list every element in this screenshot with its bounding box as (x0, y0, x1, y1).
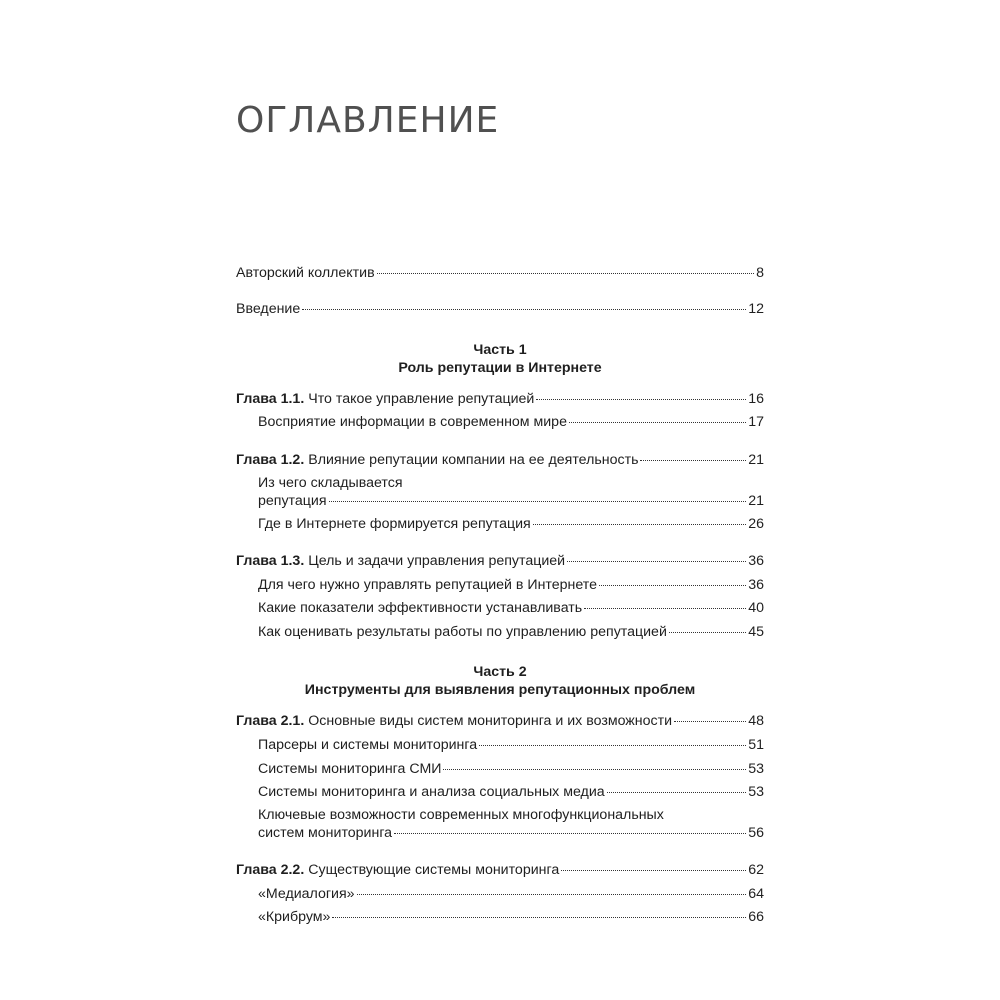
chapter-title: Что такое управление репутацией (308, 391, 535, 407)
dot-leader (640, 460, 746, 461)
dot-leader (584, 608, 746, 609)
section-title: Для чего нужно управлять репутацией в Интернете (258, 577, 598, 593)
toc-section-entry[interactable] (258, 824, 764, 842)
page-number: 51 (748, 737, 764, 753)
section-title: Системы мониторинга СМИ (258, 761, 442, 777)
toc-section-entry[interactable] (258, 908, 764, 926)
part-label: Часть 1 (473, 342, 527, 358)
toc-chapter-entry[interactable] (236, 552, 764, 570)
section-title: репутация (258, 493, 327, 509)
page-number: 62 (748, 862, 764, 878)
dot-leader (332, 917, 746, 918)
dot-leader (669, 632, 746, 633)
page-number: 17 (748, 414, 764, 430)
toc-section-entry[interactable] (258, 783, 764, 801)
toc-chapter-entry[interactable] (236, 861, 764, 879)
part-title: Инструменты для выявления репутационных проблем (304, 682, 696, 698)
dot-leader (443, 769, 746, 770)
toc-section-entry[interactable] (258, 599, 764, 617)
toc-section-entry[interactable] (258, 515, 764, 533)
dot-leader (377, 273, 754, 274)
page-number: 21 (748, 452, 764, 468)
dot-leader (329, 501, 747, 502)
chapter-number: Глава 2.1. (236, 713, 305, 729)
dot-leader (533, 524, 747, 525)
page-number: 66 (748, 909, 764, 925)
page-number: 12 (748, 301, 764, 317)
section-title: «Крибрум» (258, 909, 331, 925)
page-title: ОГЛАВЛЕНИЕ (236, 100, 500, 141)
section-title: Какие показатели эффективности устанавливать (258, 600, 583, 616)
page-number: 45 (748, 624, 764, 640)
toc-entry-authors[interactable] (236, 264, 764, 282)
page-number: 64 (748, 886, 764, 902)
toc-chapter-entry[interactable] (236, 451, 764, 469)
chapter-number: Глава 1.2. (236, 452, 305, 468)
toc-entry-text: Введение (236, 301, 301, 317)
dot-leader (357, 894, 747, 895)
section-title: систем мониторинга (258, 825, 393, 841)
chapter-title: Цель и задачи управления репутацией (308, 553, 566, 569)
toc-chapter-entry[interactable] (236, 390, 764, 408)
chapter-number: Глава 2.2. (236, 862, 305, 878)
dot-leader (479, 745, 746, 746)
section-title: Парсеры и системы мониторинга (258, 737, 478, 753)
page-number: 21 (748, 493, 764, 509)
page-number: 26 (748, 516, 764, 532)
toc-chapter-entry[interactable] (236, 712, 764, 730)
toc-section-entry[interactable] (258, 736, 764, 754)
toc-section-entry[interactable] (258, 885, 764, 903)
section-title: Где в Интернете формируется репутация (258, 516, 531, 532)
page-number: 8 (756, 265, 764, 281)
toc-section-entry[interactable] (258, 492, 764, 510)
dot-leader (536, 399, 746, 400)
chapter-title: Основные виды систем мониторинга и их возможности (308, 713, 673, 729)
section-title: «Медиалогия» (258, 886, 355, 902)
section-title: Как оценивать результаты работы по управлению репутацией (258, 624, 667, 640)
page-number: 40 (748, 600, 764, 616)
dot-leader (569, 422, 746, 423)
dot-leader (561, 870, 746, 871)
toc-section-entry[interactable] (258, 413, 764, 431)
section-title-line: Из чего складывается (258, 475, 403, 491)
part-label: Часть 2 (473, 664, 527, 680)
page-number: 36 (748, 577, 764, 593)
dot-leader (567, 561, 746, 562)
part-title: Роль репутации в Интернете (398, 360, 602, 376)
page-number: 16 (748, 391, 764, 407)
page-number: 53 (748, 784, 764, 800)
chapter-number: Глава 1.3. (236, 553, 305, 569)
page-number: 56 (748, 825, 764, 841)
toc-section-entry[interactable] (258, 760, 764, 778)
chapter-number: Глава 1.1. (236, 391, 305, 407)
dot-leader (599, 585, 746, 586)
section-title: Системы мониторинга и анализа социальных медиа (258, 784, 605, 800)
chapter-title: Влияние репутации компании на ее деятельность (308, 452, 639, 468)
section-title: Восприятие информации в современном мире (258, 414, 567, 430)
page-number: 53 (748, 761, 764, 777)
section-title-line: Ключевые возможности современных многофункциональных (258, 807, 664, 823)
dot-leader (394, 833, 746, 834)
toc-section-entry[interactable] (258, 576, 764, 594)
dot-leader (674, 721, 746, 722)
dot-leader (302, 309, 746, 310)
dot-leader (607, 792, 747, 793)
toc-entry-text: Авторский коллектив (236, 265, 375, 281)
toc-section-entry[interactable] (258, 623, 764, 641)
page-number: 48 (748, 713, 764, 729)
page-number: 36 (748, 553, 764, 569)
chapter-title: Существующие системы мониторинга (308, 862, 560, 878)
toc-entry-introduction[interactable] (236, 300, 764, 318)
